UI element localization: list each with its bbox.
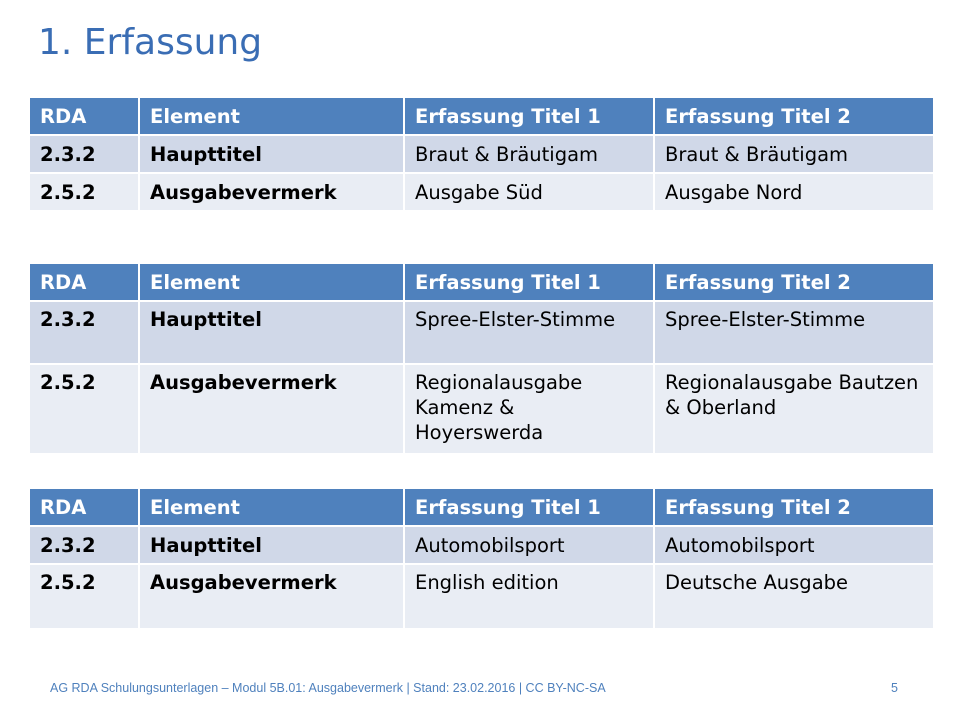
header-cell-element: Element: [139, 97, 404, 135]
table-header-row: [29, 97, 934, 135]
cell-title-1: Spree-Elster-Stimme: [404, 301, 654, 364]
cell-rda: 2.5.2: [29, 173, 139, 211]
cell-title-2: Regionalausgabe Bautzen & Oberland: [654, 364, 934, 454]
header-cell-title-1: Erfassung Titel 1: [404, 263, 654, 301]
cell-element: Haupttitel: [139, 526, 404, 564]
table-header-row: [29, 488, 934, 526]
table-row: [29, 364, 934, 454]
cell-title-1: Ausgabe Süd: [404, 173, 654, 211]
cell-rda: 2.3.2: [29, 301, 139, 364]
rda-table-1: [28, 96, 935, 212]
header-cell-title-2: Erfassung Titel 2: [654, 488, 934, 526]
cell-rda: 2.5.2: [29, 564, 139, 629]
header-cell-title-1: Erfassung Titel 1: [404, 97, 654, 135]
cell-rda: 2.3.2: [29, 135, 139, 173]
header-cell-rda: RDA: [29, 97, 139, 135]
slide-footer: AG RDA Schulungsunterlagen – Modul 5B.01: Ausgabevermerk | Stand: 23.02.2016 | CC BY-NC-SA: [50, 681, 606, 695]
header-cell-element: Element: [139, 263, 404, 301]
cell-element: Ausgabevermerk: [139, 364, 404, 454]
header-cell-rda: RDA: [29, 263, 139, 301]
cell-rda: 2.5.2: [29, 364, 139, 454]
table-row: [29, 173, 934, 211]
table-row: [29, 564, 934, 629]
cell-title-2: Braut & Bräutigam: [654, 135, 934, 173]
cell-element: Ausgabevermerk: [139, 173, 404, 211]
cell-rda: 2.3.2: [29, 526, 139, 564]
cell-title-1: English edition: [404, 564, 654, 629]
cell-element: Ausgabevermerk: [139, 564, 404, 629]
cell-title-2: Ausgabe Nord: [654, 173, 934, 211]
cell-title-2: Automobilsport: [654, 526, 934, 564]
table-row: [29, 526, 934, 564]
cell-title-2: Spree-Elster-Stimme: [654, 301, 934, 364]
table-row: [29, 301, 934, 364]
header-cell-title-2: Erfassung Titel 2: [654, 263, 934, 301]
cell-title-2: Deutsche Ausgabe: [654, 564, 934, 629]
cell-title-1: Regionalausgabe Kamenz & Hoyerswerda: [404, 364, 654, 454]
header-cell-element: Element: [139, 488, 404, 526]
header-cell-rda: RDA: [29, 488, 139, 526]
cell-element: Haupttitel: [139, 301, 404, 364]
table-row: [29, 135, 934, 173]
cell-title-1: Automobilsport: [404, 526, 654, 564]
cell-element: Haupttitel: [139, 135, 404, 173]
cell-title-1: Braut & Bräutigam: [404, 135, 654, 173]
header-cell-title-1: Erfassung Titel 1: [404, 488, 654, 526]
rda-table-2: [28, 262, 935, 455]
rda-table-3: [28, 487, 935, 630]
header-cell-title-2: Erfassung Titel 2: [654, 97, 934, 135]
slide-title: 1. Erfassung: [38, 22, 263, 63]
table-header-row: [29, 263, 934, 301]
page-number: 5: [891, 681, 898, 695]
